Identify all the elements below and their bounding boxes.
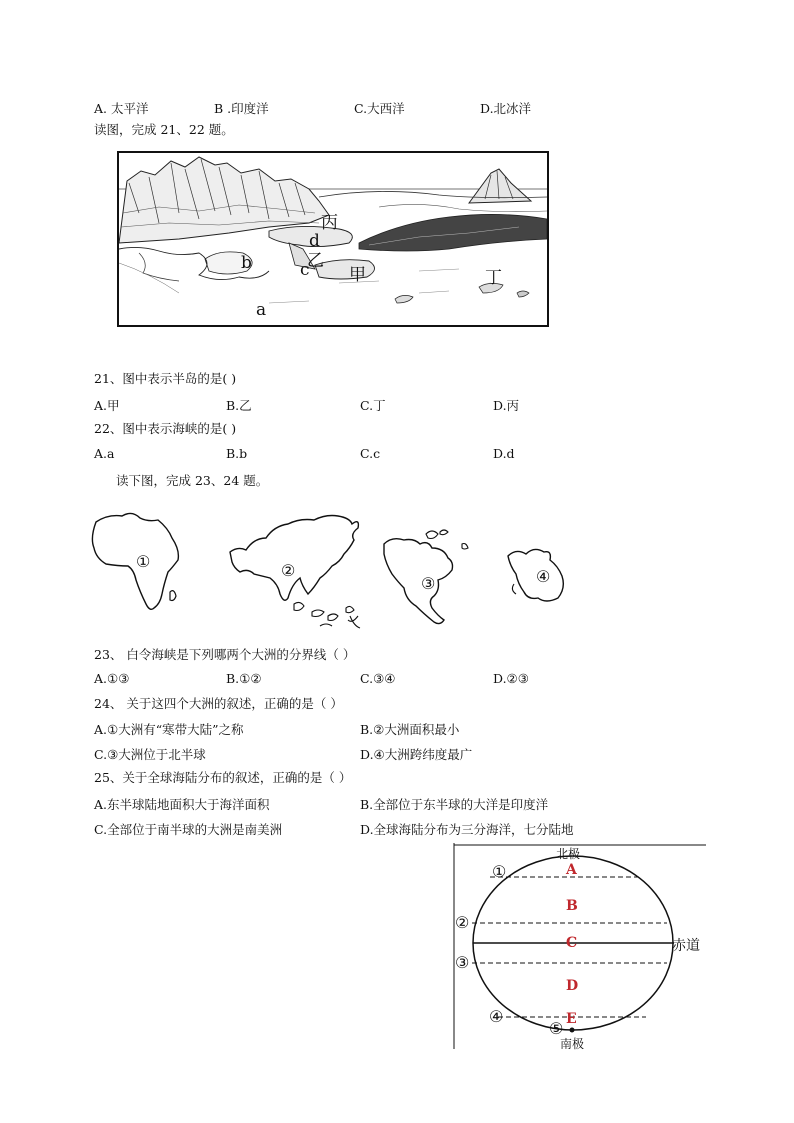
q23-stem: 23、 白令海峡是下列哪两个大洲的分界线（ ） (94, 647, 356, 662)
q25-option-c: C.全部位于南半球的大洲是南美洲 (94, 822, 283, 837)
label-b: b (241, 253, 252, 273)
q25-option-d: D.全球海陆分布为三分海洋，七分陆地 (360, 822, 574, 837)
q21-stem: 21、图中表示半岛的是( ) (94, 371, 237, 386)
q23-option-d: D.②③ (493, 671, 529, 686)
continent-label-3: ③ (421, 574, 436, 593)
eurasia-outline (230, 516, 358, 601)
q24-option-d: D.④大洲跨纬度最广 (360, 747, 473, 762)
landscape-drawing (119, 153, 547, 325)
continent-label-1: ① (136, 552, 151, 571)
continent-label-4: ④ (536, 567, 551, 586)
q21-option-c: C.丁 (360, 398, 386, 413)
q25-option-a: A.东半球陆地面积大于海洋面积 (94, 797, 270, 812)
zone-b: B (566, 898, 578, 914)
q24-option-a: A.①大洲有“寒带大陆”之称 (94, 722, 244, 737)
q24-option-b: B.②大洲面积最小 (360, 722, 460, 737)
q23-option-b: B.①② (226, 671, 262, 686)
q24-option-c: C.③大洲位于北半球 (94, 747, 206, 762)
label-d: d (309, 231, 320, 251)
continent-label-2: ② (281, 561, 296, 580)
q23-option-a: A.①③ (94, 671, 130, 686)
line-number-5: ⑤ (549, 1019, 564, 1038)
north-america-outline (384, 539, 453, 624)
label-ding: 丁 (485, 268, 502, 288)
label-bing: 丙 (321, 213, 338, 233)
q21-option-b: B.乙 (226, 398, 252, 413)
zone-a: A (566, 862, 577, 878)
q23-option-c: C.③④ (360, 671, 396, 686)
line-number-2: ② (455, 913, 470, 932)
label-yi: 乙 (307, 251, 324, 271)
zone-d: D (566, 978, 579, 994)
q20-option-b: B .印度洋 (214, 101, 269, 116)
instruction-23-24: 读下图，完成 23、24 题。 (116, 473, 269, 488)
equator-label: 赤道 (672, 938, 700, 954)
q22-option-d: D.d (493, 446, 515, 461)
q21-option-a: A.甲 (94, 398, 120, 413)
q20-option-a: A. 太平洋 (94, 101, 149, 116)
continents-figure (88, 508, 588, 638)
line-number-4: ④ (489, 1007, 504, 1026)
q20-option-c: C.大西洋 (354, 101, 405, 116)
zone-e: E (566, 1011, 577, 1027)
q24-stem: 24、 关于这四个大洲的叙述，正确的是（ ） (94, 696, 343, 711)
instruction-21-22: 读图，完成 21、22 题。 (94, 122, 234, 137)
q25-stem: 25、关于全球海陆分布的叙述，正确的是（ ） (94, 770, 352, 785)
north-pole-label: 北极 (556, 847, 581, 861)
line-number-3: ③ (455, 953, 470, 972)
q22-stem: 22、图中表示海峡的是( ) (94, 421, 237, 436)
label-a: a (256, 300, 267, 320)
line-number-1: ① (492, 862, 507, 881)
q21-option-d: D.丙 (493, 398, 520, 413)
landscape-figure (117, 151, 549, 327)
globe-diagram (452, 843, 710, 1053)
south-pole-label: 南极 (560, 1037, 585, 1051)
q22-option-c: C.c (360, 446, 381, 461)
q25-option-b: B.全部位于东半球的大洋是印度洋 (360, 797, 549, 812)
label-jia: 甲 (349, 265, 366, 285)
q22-option-a: A.a (94, 446, 115, 461)
label-c: c (300, 260, 310, 280)
zone-c: C (566, 935, 578, 951)
q22-option-b: B.b (226, 446, 248, 461)
q20-option-d: D.北冰洋 (480, 101, 532, 116)
